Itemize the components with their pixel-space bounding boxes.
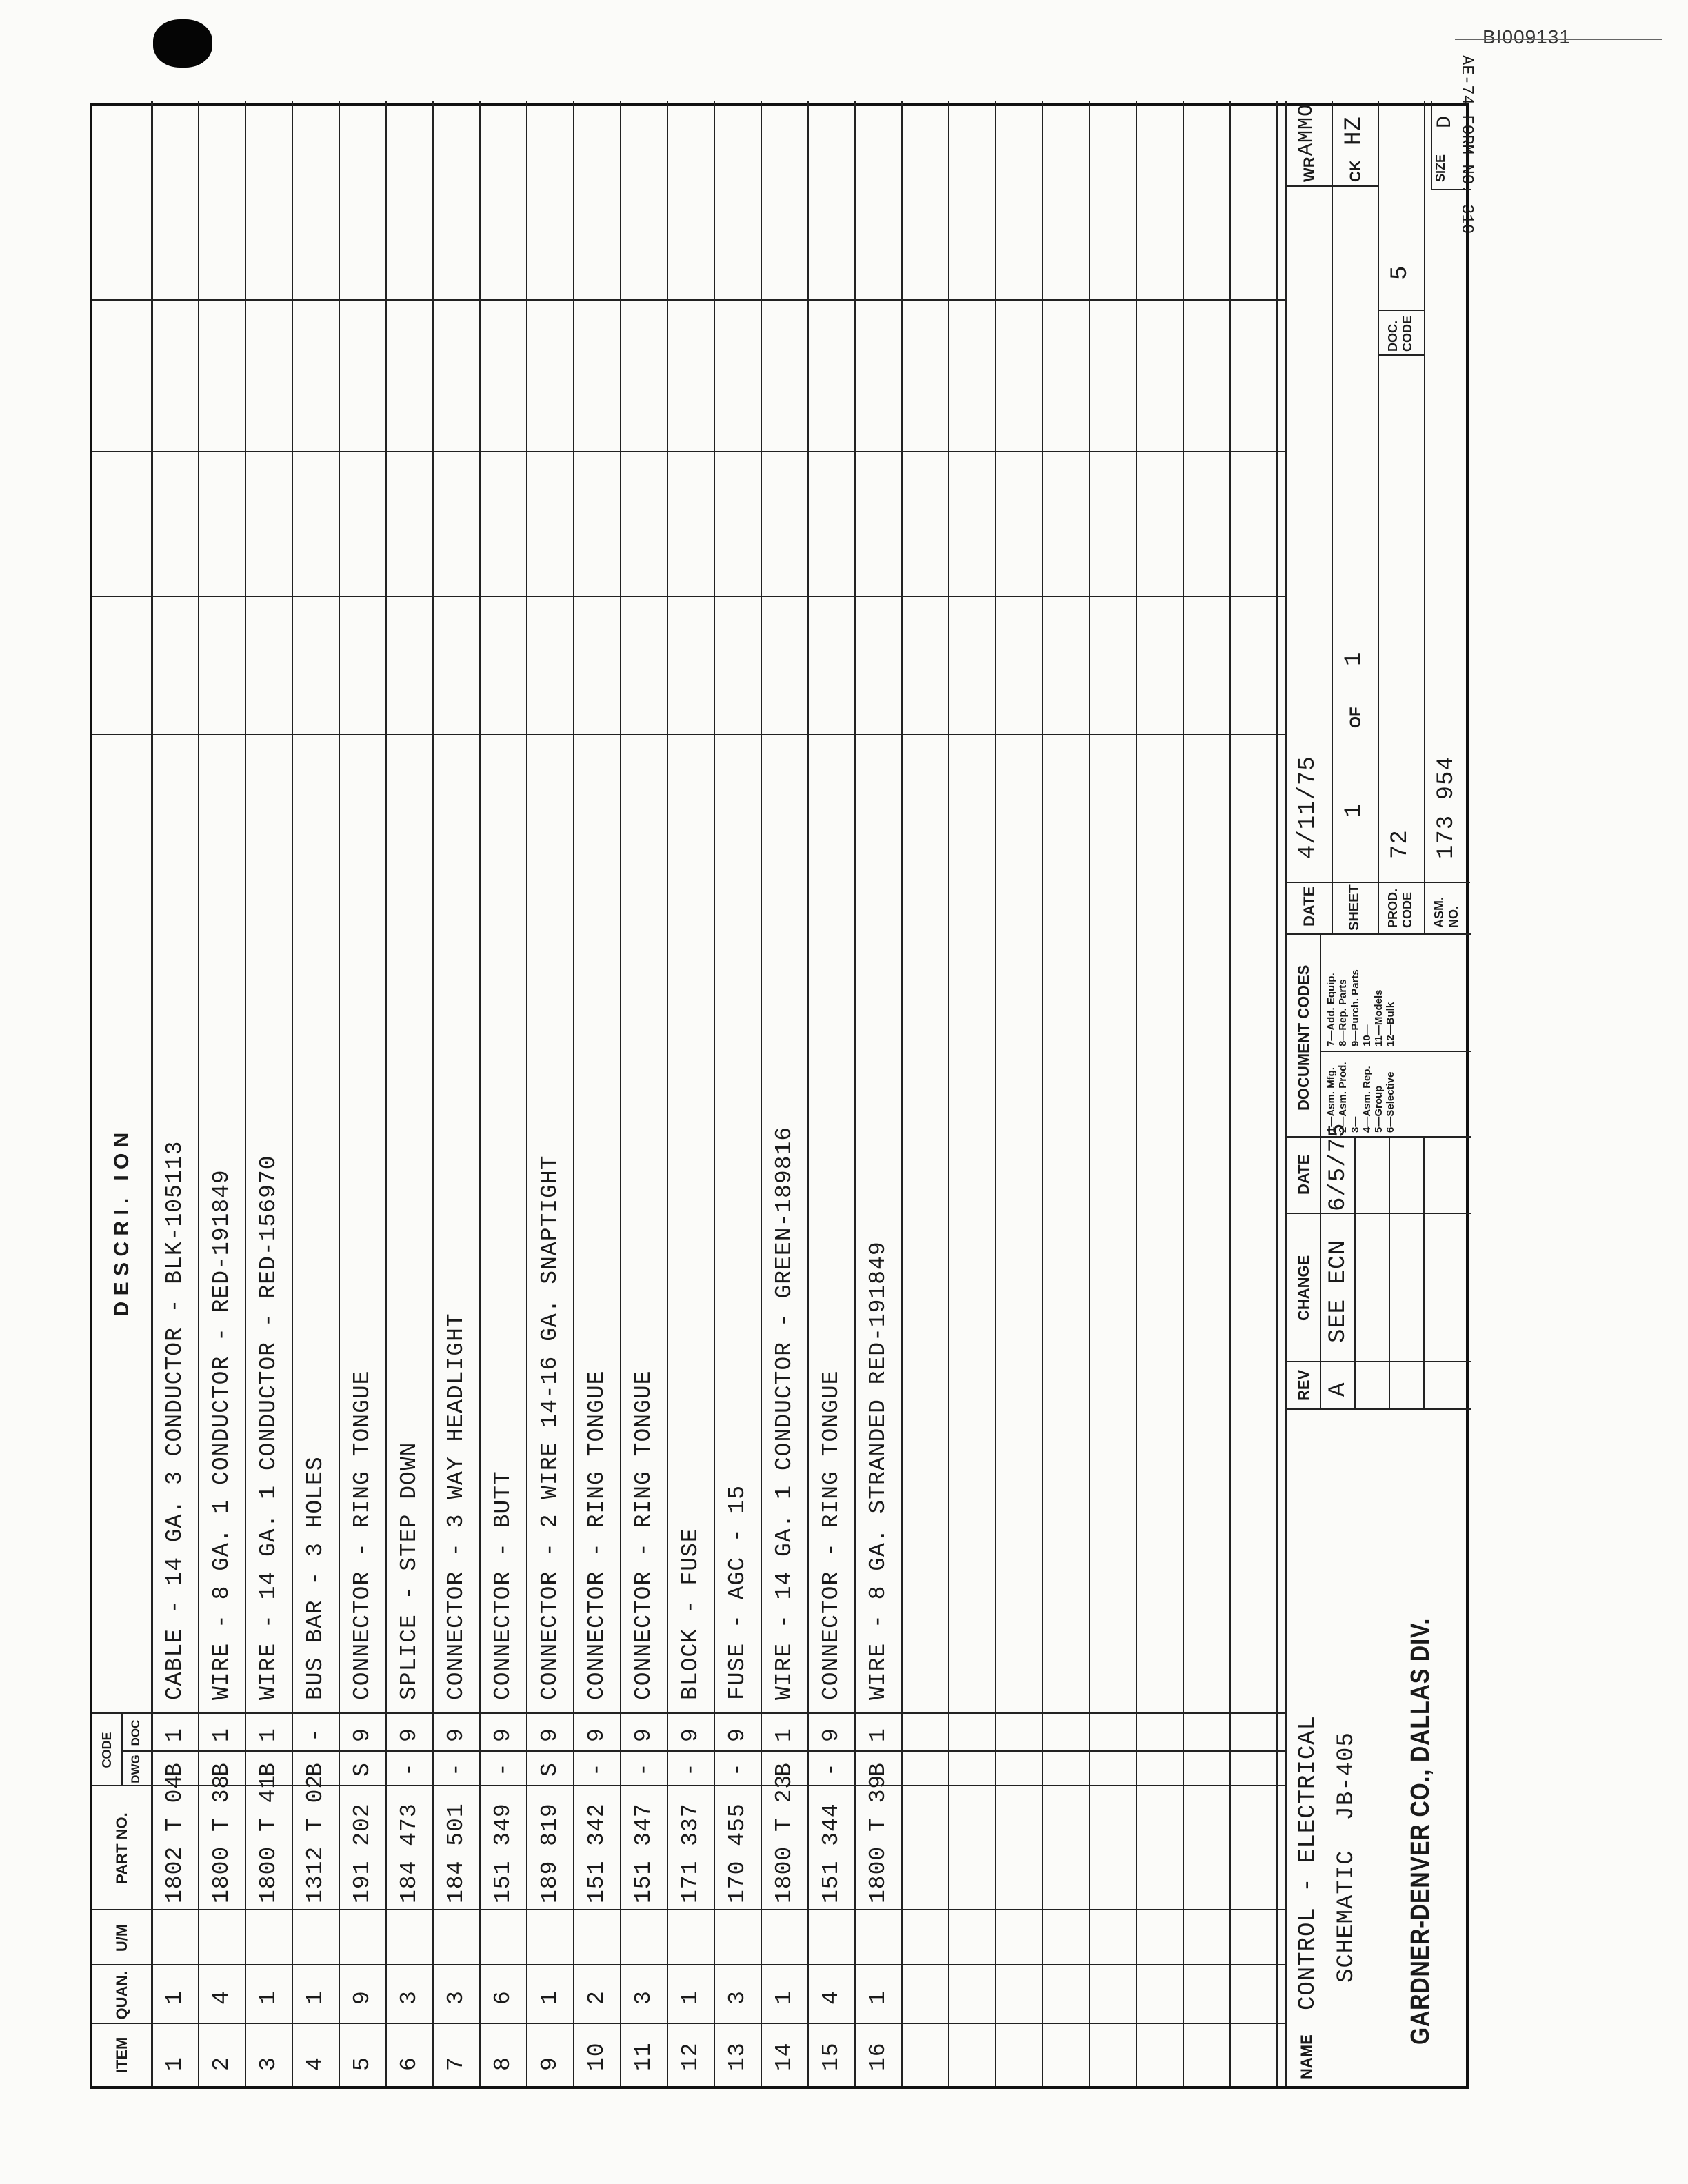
row-rule bbox=[198, 101, 199, 2086]
row-dwg-code: B bbox=[303, 1762, 328, 1777]
row-description: BUS BAR - 3 HOLES bbox=[303, 1456, 328, 1700]
row-dwg-code: - bbox=[584, 1762, 610, 1777]
doc-codes-rule bbox=[1285, 1136, 1471, 1138]
row-item-number: 9 bbox=[537, 2056, 563, 2071]
drawing-date: 4/11/75 bbox=[1295, 756, 1321, 859]
row-rule bbox=[432, 101, 434, 2086]
column-header-item: ITEM bbox=[113, 2036, 130, 2074]
row-rule bbox=[339, 101, 340, 2086]
row-doc-code: 1 bbox=[865, 1728, 891, 1742]
row-rule bbox=[1136, 101, 1137, 2086]
column-header-doc: DOC bbox=[129, 1719, 142, 1746]
row-doc-code: 1 bbox=[256, 1728, 281, 1742]
row-rule bbox=[854, 101, 856, 2086]
row-rule bbox=[761, 101, 762, 2086]
doc-code: 5 bbox=[1387, 265, 1414, 280]
column-rule bbox=[92, 451, 1285, 452]
row-doc-code: 1 bbox=[772, 1728, 797, 1742]
row-item-number: 11 bbox=[631, 2042, 656, 2071]
row-item-number: 6 bbox=[396, 2056, 422, 2071]
column-rule bbox=[92, 299, 1285, 301]
row-doc-code: 9 bbox=[678, 1728, 703, 1742]
column-rule bbox=[121, 1750, 1285, 1752]
row-description: WIRE - 8 GA. 1 CONDUCTOR - RED-191849 bbox=[209, 1169, 234, 1700]
row-quantity: 3 bbox=[396, 1990, 422, 2005]
row-rule bbox=[948, 101, 950, 2086]
drawing-name-line-1: CONTROL - ELECTRICAL bbox=[1295, 1715, 1321, 2010]
row-rule bbox=[573, 101, 574, 2086]
row-quantity: 9 bbox=[350, 1990, 375, 2005]
row-item-number: 10 bbox=[584, 2042, 610, 2071]
row-description: BLOCK - FUSE bbox=[678, 1528, 703, 1700]
row-doc-code: 9 bbox=[490, 1728, 516, 1742]
row-part-number: 1800 T 39 bbox=[865, 1774, 891, 1903]
size-label: SIZE bbox=[1434, 154, 1447, 182]
row-description: WIRE - 8 GA. STRANDED RED-191849 bbox=[865, 1241, 891, 1700]
row-dwg-code: S bbox=[537, 1762, 563, 1777]
rev-letter: A bbox=[1325, 1382, 1352, 1397]
prod-code-label: PROD. CODE bbox=[1386, 888, 1414, 928]
row-item-number: 8 bbox=[490, 2056, 516, 2071]
row-item-number: 5 bbox=[350, 2056, 375, 2071]
row-quantity: 1 bbox=[256, 1990, 281, 2005]
row-doc-code: 1 bbox=[209, 1728, 234, 1742]
row-doc-code: 9 bbox=[584, 1728, 610, 1742]
row-doc-code: 9 bbox=[725, 1728, 750, 1742]
row-description: CONNECTOR - RING TONGUE bbox=[818, 1370, 844, 1700]
row-dwg-code: B bbox=[162, 1762, 188, 1777]
document-codes-header: DOCUMENT CODES bbox=[1295, 964, 1312, 1111]
document-codes-list-1: 1—Asm. Mfg. 2—Asm. Prod. 3— 4—Asm. Rep. 5—Group 6—Selective bbox=[1325, 1062, 1397, 1133]
row-part-number: 151 342 bbox=[584, 1803, 610, 1903]
prod-code: 72 bbox=[1387, 829, 1414, 859]
change-text: SEE ECN bbox=[1325, 1240, 1352, 1343]
row-doc-code: 9 bbox=[818, 1728, 844, 1742]
column-header-dwg: DWG bbox=[129, 1755, 142, 1783]
date-label: DATE bbox=[1300, 886, 1318, 927]
name-label: NAME bbox=[1298, 2034, 1315, 2079]
row-dwg-code: B bbox=[865, 1762, 891, 1777]
row-quantity: 1 bbox=[772, 1990, 797, 2005]
right-block-row-rule bbox=[1332, 101, 1333, 935]
column-header-code: CODE bbox=[100, 1732, 114, 1768]
row-rule bbox=[526, 101, 528, 2086]
date-rule bbox=[1285, 1213, 1471, 1214]
row-rule bbox=[1229, 101, 1231, 2086]
row-rule bbox=[1042, 101, 1043, 2086]
row-doc-code: - bbox=[303, 1728, 328, 1742]
sheet-number: 1 bbox=[1341, 802, 1367, 818]
row-rule bbox=[995, 101, 996, 2086]
header-bottom-rule bbox=[151, 101, 153, 2086]
row-rule bbox=[292, 101, 293, 2086]
row-item-number: 1 bbox=[162, 2056, 188, 2071]
column-rule bbox=[92, 734, 1285, 735]
column-header-description: D E S C R I . I O N bbox=[110, 1132, 133, 1317]
row-item-number: 14 bbox=[772, 2042, 797, 2071]
column-rule bbox=[92, 596, 1285, 597]
row-rule bbox=[1276, 101, 1278, 2086]
row-item-number: 15 bbox=[818, 2042, 844, 2071]
row-part-number: 1800 T 41 bbox=[256, 1774, 281, 1903]
row-dwg-code: - bbox=[818, 1762, 844, 1777]
row-quantity: 4 bbox=[209, 1990, 234, 2005]
doc-code-rule bbox=[1378, 354, 1424, 356]
doc-code-value-rule bbox=[1378, 310, 1424, 311]
row-quantity: 4 bbox=[818, 1990, 844, 2005]
rev-rule bbox=[1285, 1408, 1471, 1410]
title-block-top-rule bbox=[1285, 101, 1287, 2086]
row-part-number: 151 347 bbox=[631, 1803, 656, 1903]
row-rule bbox=[620, 101, 621, 2086]
row-item-number: 3 bbox=[256, 2056, 281, 2071]
row-dwg-code: - bbox=[631, 1762, 656, 1777]
row-item-number: 4 bbox=[303, 2056, 328, 2071]
row-part-number: 151 344 bbox=[818, 1803, 844, 1903]
row-dwg-code: S bbox=[350, 1762, 375, 1777]
rev-row-rule bbox=[1354, 1138, 1356, 1410]
row-doc-code: 1 bbox=[162, 1728, 188, 1742]
row-part-number: 170 455 bbox=[725, 1803, 750, 1903]
rev-header: REV bbox=[1295, 1369, 1312, 1401]
doc-code-label: DOC. CODE bbox=[1386, 315, 1414, 352]
row-rule bbox=[479, 101, 481, 2086]
row-part-number: 184 473 bbox=[396, 1803, 422, 1903]
row-description: CONNECTOR - RING TONGUE bbox=[584, 1370, 610, 1700]
row-item-number: 16 bbox=[865, 2042, 891, 2071]
column-header-um: U/M bbox=[113, 1923, 130, 1952]
wr-value: AMMO bbox=[1295, 103, 1318, 156]
row-rule bbox=[667, 101, 668, 2086]
column-header-part-no: PART NO. bbox=[113, 1812, 130, 1884]
row-quantity: 3 bbox=[725, 1990, 750, 2005]
code-header-rule bbox=[121, 1714, 123, 1786]
row-quantity: 2 bbox=[584, 1990, 610, 2005]
row-dwg-code: - bbox=[396, 1762, 422, 1777]
row-rule bbox=[714, 101, 715, 2086]
document-id-underline bbox=[1455, 39, 1662, 40]
row-part-number: 1800 T 38 bbox=[209, 1774, 234, 1903]
parts-list-form bbox=[90, 103, 1469, 2089]
row-doc-code: 9 bbox=[631, 1728, 656, 1742]
row-part-number: 191 202 bbox=[350, 1803, 375, 1903]
row-part-number: 171 337 bbox=[678, 1803, 703, 1903]
rev-header-rule bbox=[1320, 1138, 1321, 1410]
row-part-number: 189 819 bbox=[537, 1803, 563, 1903]
row-item-number: 7 bbox=[443, 2056, 469, 2071]
row-dwg-code: - bbox=[725, 1762, 750, 1777]
document-id: BI009131 bbox=[1483, 26, 1571, 48]
row-description: WIRE - 14 GA. 1 CONDUCTOR - RED-156970 bbox=[256, 1155, 281, 1700]
row-quantity: 3 bbox=[443, 1990, 469, 2005]
checker: HZ bbox=[1341, 116, 1367, 145]
row-description: CONNECTOR - RING TONGUE bbox=[350, 1370, 375, 1700]
row-dwg-code: B bbox=[209, 1762, 234, 1777]
row-quantity: 1 bbox=[303, 1990, 328, 2005]
row-description: CONNECTOR - RING TONGUE bbox=[631, 1370, 656, 1700]
row-dwg-code: B bbox=[772, 1762, 797, 1777]
doc-codes-header-rule bbox=[1320, 935, 1321, 1138]
row-quantity: 6 bbox=[490, 1990, 516, 2005]
row-item-number: 2 bbox=[209, 2056, 234, 2071]
row-rule bbox=[807, 101, 809, 2086]
row-description: CONNECTOR - 2 WIRE 14-16 GA. SNAPTIGHT bbox=[537, 1155, 563, 1700]
rev-row-rule bbox=[1423, 1138, 1425, 1410]
column-rule bbox=[92, 2023, 1285, 2024]
label-rule bbox=[1285, 882, 1470, 883]
row-dwg-code: B bbox=[256, 1762, 281, 1777]
row-doc-code: 9 bbox=[537, 1728, 563, 1742]
ink-blot-mark bbox=[153, 19, 212, 68]
row-dwg-code: - bbox=[490, 1762, 516, 1777]
rev-date: 6/5/75 bbox=[1325, 1122, 1352, 1211]
row-quantity: 3 bbox=[631, 1990, 656, 2005]
sheet-label: SHEET bbox=[1347, 884, 1362, 931]
row-part-number: 151 349 bbox=[490, 1803, 516, 1903]
right-block-row-rule bbox=[1378, 101, 1379, 935]
ck-rule bbox=[1332, 185, 1378, 187]
column-rule bbox=[92, 1964, 1285, 1965]
row-description: CABLE - 14 GA. 3 CONDUCTOR - BLK-105113 bbox=[162, 1140, 188, 1700]
row-part-number: 1800 T 23 bbox=[772, 1774, 797, 1903]
wr-rule bbox=[1285, 185, 1332, 187]
change-header: CHANGE bbox=[1295, 1255, 1312, 1321]
column-rule bbox=[92, 1712, 1285, 1714]
row-rule bbox=[245, 101, 246, 2086]
sheet-total: 1 bbox=[1341, 651, 1367, 666]
asm-no-label: ASM. NO. bbox=[1432, 897, 1460, 928]
row-quantity: 1 bbox=[865, 1990, 891, 2005]
ck-label: CK bbox=[1347, 160, 1364, 182]
row-doc-code: 9 bbox=[443, 1728, 469, 1742]
row-quantity: 1 bbox=[537, 1990, 563, 2005]
row-description: WIRE - 14 GA. 1 CONDUCTOR - GREEN-189816 bbox=[772, 1126, 797, 1700]
row-description: CONNECTOR - BUTT bbox=[490, 1470, 516, 1700]
document-codes-list-2: 7—Add. Equip. 8—Rep. Parts 9—Purch. Parts 10— 11—Models 12—Bulk bbox=[1325, 969, 1397, 1046]
row-part-number: 184 501 bbox=[443, 1803, 469, 1903]
row-description: SPLICE - STEP DOWN bbox=[396, 1442, 422, 1700]
row-rule bbox=[385, 101, 387, 2086]
row-doc-code: 9 bbox=[396, 1728, 422, 1742]
row-part-number: 1312 T 02 bbox=[303, 1774, 328, 1903]
of-label: OF bbox=[1347, 707, 1364, 728]
row-description: CONNECTOR - 3 WAY HEADLIGHT bbox=[443, 1313, 469, 1700]
row-doc-code: 9 bbox=[350, 1728, 375, 1742]
row-item-number: 12 bbox=[678, 2042, 703, 2071]
row-part-number: 1802 T 04 bbox=[162, 1774, 188, 1903]
parts-list-form-rotated bbox=[90, 55, 1476, 2089]
rev-row-rule bbox=[1389, 1138, 1390, 1410]
form-number: AE-74 FORM NO. 310 bbox=[1457, 55, 1476, 234]
row-description: FUSE - AGC - 15 bbox=[725, 1484, 750, 1700]
assembly-number: 173 954 bbox=[1434, 756, 1460, 859]
column-rule bbox=[92, 1909, 1285, 1910]
doc-codes-split bbox=[1320, 1051, 1471, 1052]
right-block-row-rule bbox=[1424, 101, 1425, 935]
row-quantity: 1 bbox=[678, 1990, 703, 2005]
row-rule bbox=[901, 101, 903, 2086]
drawing-name-line-2: SCHEMATIC JB-405 bbox=[1334, 1732, 1360, 1983]
row-rule bbox=[1089, 101, 1090, 2086]
row-dwg-code: - bbox=[678, 1762, 703, 1777]
wr-label: WR bbox=[1300, 156, 1318, 182]
company-name: GARDNER-DENVER CO., DALLAS DIV. bbox=[1406, 1617, 1435, 2045]
row-item-number: 13 bbox=[725, 2042, 750, 2071]
change-rule bbox=[1285, 1361, 1471, 1362]
column-header-quantity: QUAN. bbox=[113, 1970, 130, 2020]
row-dwg-code: - bbox=[443, 1762, 469, 1777]
rev-date-header: DATE bbox=[1295, 1154, 1312, 1195]
drawing-size: D bbox=[1434, 114, 1457, 128]
row-quantity: 1 bbox=[162, 1990, 188, 2005]
size-top-rule bbox=[1431, 101, 1432, 190]
row-rule bbox=[1183, 101, 1184, 2086]
